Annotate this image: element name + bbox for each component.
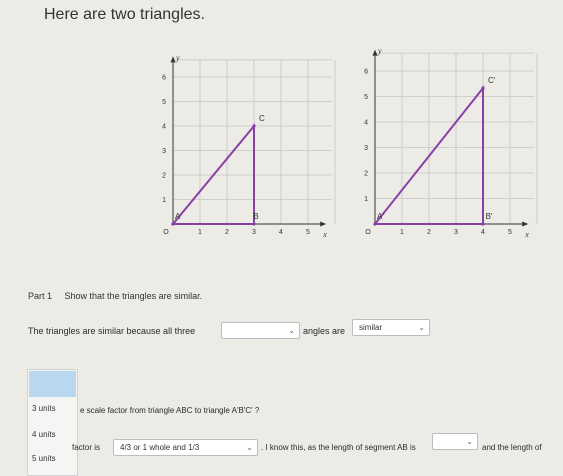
popup-option[interactable]: 3 units xyxy=(32,404,56,413)
graph-right xyxy=(365,36,545,246)
q1-prefix: The triangles are similar because all three xyxy=(28,326,196,336)
graph-right-x-tick: 4 xyxy=(481,229,485,236)
graph-right-y-tick: 4 xyxy=(364,119,368,127)
dropdown-popup[interactable] xyxy=(27,369,78,476)
popup-option[interactable]: 5 units xyxy=(32,454,56,463)
popup-option[interactable]: 4 units xyxy=(32,430,56,439)
popup-option-highlighted[interactable] xyxy=(29,371,76,397)
graph-right-x-tick: 1 xyxy=(400,229,404,236)
graph-right-y-tick: 5 xyxy=(364,94,368,101)
graph-left-svg xyxy=(163,42,343,242)
graph-right-y-tick: 6 xyxy=(364,68,368,76)
graph-right-vertex-label: C' xyxy=(488,76,496,86)
chevron-down-icon: ⌄ xyxy=(418,323,425,332)
chevron-down-icon: ⌄ xyxy=(246,443,253,452)
segment-ab-dropdown[interactable] xyxy=(432,433,478,450)
graph-right-x-tick: 5 xyxy=(508,229,512,236)
graph-left-y-tick: 3 xyxy=(162,148,166,155)
graph-right-y-tick: 1 xyxy=(364,196,368,203)
graph-left-x-tick: 2 xyxy=(225,229,229,236)
graph-left-origin-label: O xyxy=(163,229,169,236)
graph-left-y-tick: 5 xyxy=(162,99,166,106)
graph-left-x-label: x xyxy=(323,230,327,239)
graph-right-y-tick: 3 xyxy=(364,145,368,152)
graph-left-y-tick: 1 xyxy=(162,197,166,204)
similarity-dropdown-value: similar xyxy=(359,323,383,332)
graph-right-vertex xyxy=(373,222,376,225)
q3-middle: . I know this, as the length of segment AB is xyxy=(261,443,416,452)
graph-left xyxy=(163,42,343,247)
graph-right-vertex-label: B' xyxy=(485,212,493,221)
page-title: Here are two triangles. xyxy=(44,6,205,23)
q1-middle: angles are xyxy=(303,326,346,336)
graph-left-vertex-label: A xyxy=(175,212,181,221)
graph-left-y-tick: 6 xyxy=(162,74,166,82)
part1-instruction: Show that the triangles are similar. xyxy=(64,291,203,301)
chevron-down-icon: ⌄ xyxy=(288,326,295,335)
graph-right-origin-label: O xyxy=(365,229,371,236)
graph-right-x-label: x xyxy=(525,230,529,239)
graph-right-y-arrow-icon xyxy=(373,50,378,56)
graph-right-x-tick: 2 xyxy=(427,229,431,236)
q3-suffix: and the length of xyxy=(482,443,542,452)
chevron-down-icon: ⌄ xyxy=(466,437,473,446)
graph-right-vertex xyxy=(481,222,484,225)
graph-left-x-tick: 4 xyxy=(279,229,283,236)
graph-left-x-tick: 5 xyxy=(306,229,310,236)
graph-left-vertex-label: C xyxy=(259,114,265,123)
graph-right-x-arrow-icon xyxy=(522,222,528,227)
graph-left-vertex-label: B xyxy=(253,212,259,221)
graph-right-y-label: y xyxy=(378,46,382,56)
graph-left-vertex xyxy=(171,222,174,225)
scale-factor-dropdown-value: 4/3 or 1 whole and 1/3 xyxy=(120,443,200,452)
similarity-dropdown[interactable] xyxy=(352,319,430,336)
graph-left-x-tick: 1 xyxy=(198,229,202,236)
graph-left-x-arrow-icon xyxy=(320,222,326,227)
graph-left-y-tick: 4 xyxy=(162,123,166,131)
part1-label: Part 1 xyxy=(28,291,53,301)
graph-left-y-label: y xyxy=(176,53,180,63)
graph-left-y-tick: 2 xyxy=(162,172,166,180)
angle-type-dropdown[interactable] xyxy=(221,322,300,339)
graph-right-x-tick: 3 xyxy=(454,229,458,236)
graph-left-vertex xyxy=(252,222,255,225)
q3-prefix: factor is xyxy=(72,443,101,452)
graph-left-y-arrow-icon xyxy=(171,56,176,62)
scale-factor-dropdown[interactable] xyxy=(113,439,258,456)
graph-left-x-tick: 3 xyxy=(252,229,256,236)
graph-right-svg xyxy=(365,36,545,241)
graph-right-y-tick: 2 xyxy=(364,170,368,178)
graph-right-vertex xyxy=(481,86,484,89)
graph-left-vertex xyxy=(252,124,255,127)
graph-right-vertex-label: A' xyxy=(377,212,384,221)
part1-header xyxy=(28,291,202,301)
q2-text: e scale factor from triangle ABC to triangle A'B'C' ? xyxy=(80,406,260,415)
